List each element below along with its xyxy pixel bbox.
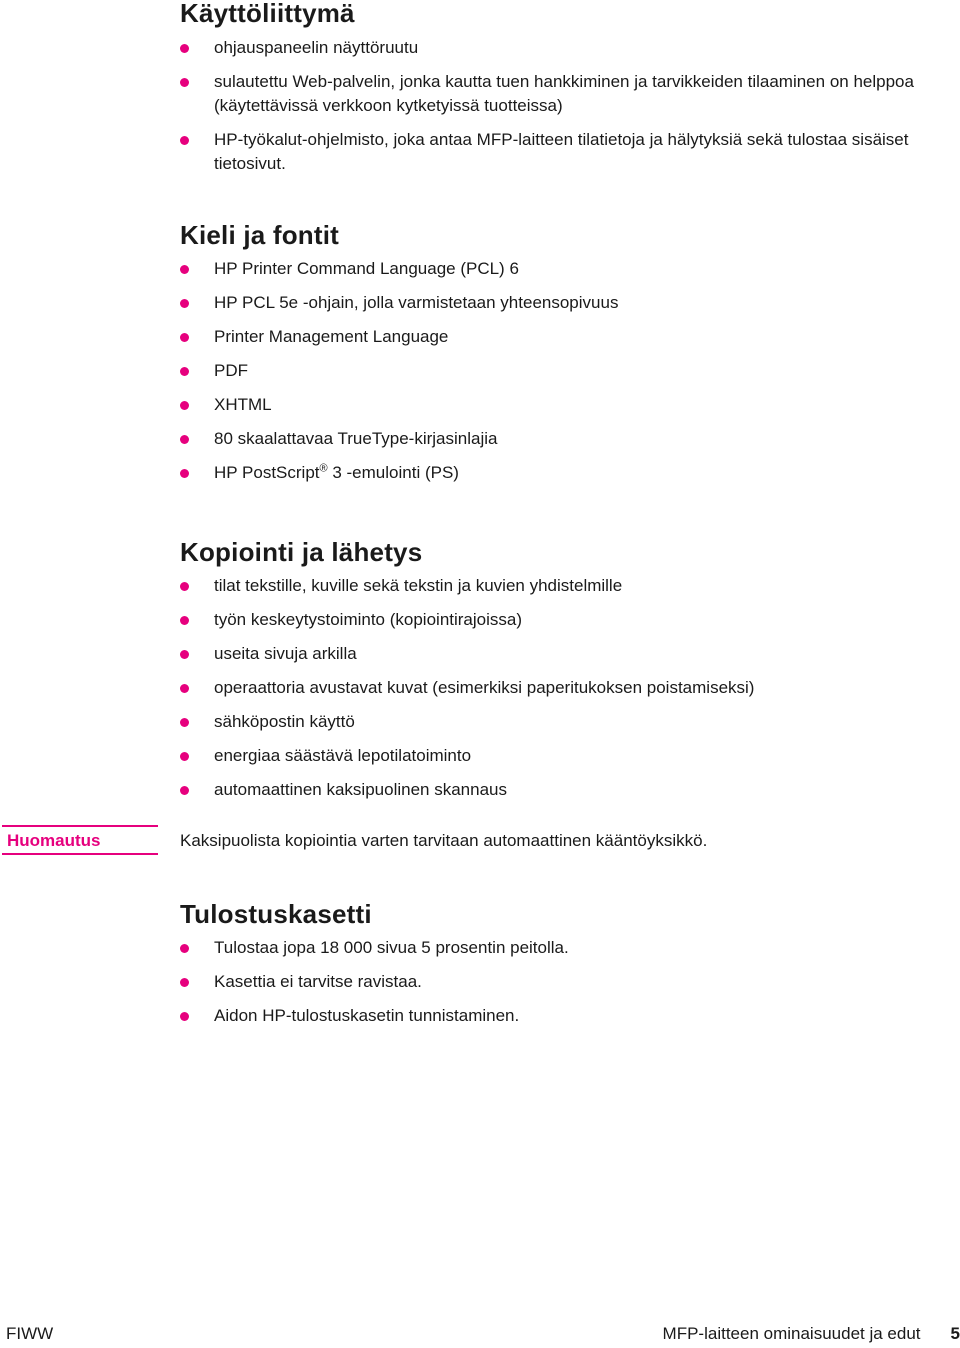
list-item: operaattoria avustavat kuvat (esimerkiksi paperitukoksen poistamiseksi) <box>180 676 940 700</box>
list-item: Printer Management Language <box>180 325 940 349</box>
bullet-icon <box>180 367 189 376</box>
bullet-icon <box>180 616 189 625</box>
section-title: Kieli ja fontit <box>180 220 339 250</box>
note-label-box <box>2 825 158 855</box>
page-number: 5 <box>950 1324 960 1343</box>
section-title: Käyttöliittymä <box>180 0 355 28</box>
section-kopiointi-ja-lahetys <box>180 537 940 812</box>
bullet-icon <box>180 684 189 693</box>
list-item: sulautettu Web-palvelin, jonka kautta tuen hankkiminen ja tarvikkeiden tilaaminen on helppoa (käytettävissä verkkoon kytketyissä tuotteissa) <box>180 70 940 118</box>
bullet-list <box>180 257 940 485</box>
list-item: ohjauspaneelin näyttöruutu <box>180 36 940 60</box>
list-item: PDF <box>180 359 940 383</box>
list-item: 80 skaalattavaa TrueType-kirjasinlajia <box>180 427 940 451</box>
list-item: automaattinen kaksipuolinen skannaus <box>180 778 940 802</box>
bullet-icon <box>180 650 189 659</box>
bullet-icon <box>180 582 189 591</box>
note-text: Kaksipuolista kopiointia varten tarvitaan automaattinen kääntöyksikkö. <box>180 831 708 850</box>
list-item: Kasettia ei tarvitse ravistaa. <box>180 970 940 994</box>
list-item: HP-työkalut-ohjelmisto, joka antaa MFP-laitteen tilatietoja ja hälytyksiä sekä tulostaa sisäiset tietosivut. <box>180 128 940 176</box>
bullet-icon <box>180 401 189 410</box>
footer-left: FIWW <box>6 1324 54 1343</box>
bullet-icon <box>180 752 189 761</box>
section-title: Kopiointi ja lähetys <box>180 537 423 567</box>
bullet-icon <box>180 1012 189 1021</box>
note-label: Huomautus <box>7 831 101 850</box>
bullet-icon <box>180 136 189 145</box>
list-item: energiaa säästävä lepotilatoiminto <box>180 744 940 768</box>
bullet-list <box>180 936 940 1028</box>
page-footer <box>0 1322 960 1346</box>
footer-right <box>663 1324 960 1344</box>
section-kayttoliittyma <box>180 0 940 186</box>
bullet-icon <box>180 333 189 342</box>
bullet-icon <box>180 978 189 987</box>
list-item: HP PCL 5e -ohjain, jolla varmistetaan yhteensopivuus <box>180 291 940 315</box>
list-item: HP Printer Command Language (PCL) 6 <box>180 257 940 281</box>
registered-mark: ® <box>319 462 328 475</box>
footer-title: MFP-laitteen ominaisuudet ja edut <box>662 1324 921 1343</box>
bullet-icon <box>180 265 189 274</box>
bullet-icon <box>180 786 189 795</box>
list-item: tilat tekstille, kuville sekä tekstin ja kuvien yhdistelmille <box>180 574 940 598</box>
bullet-list <box>180 36 940 176</box>
list-item: työn keskeytystoiminto (kopiointirajoissa) <box>180 608 940 632</box>
bullet-icon <box>180 469 189 478</box>
list-item: Tulostaa jopa 18 000 sivua 5 prosentin peitolla. <box>180 936 940 960</box>
section-kieli-ja-fontit <box>180 220 940 495</box>
list-item: sähköpostin käyttö <box>180 710 940 734</box>
list-item: Aidon HP-tulostuskasetin tunnistaminen. <box>180 1004 940 1028</box>
list-item: XHTML <box>180 393 940 417</box>
list-item-postscript: HP PostScript® 3 -emulointi (PS) <box>180 461 940 485</box>
bullet-list <box>180 574 940 802</box>
bullet-icon <box>180 299 189 308</box>
bullet-icon <box>180 944 189 953</box>
section-tulostuskasetti <box>180 899 940 1038</box>
bullet-icon <box>180 718 189 727</box>
list-item: useita sivuja arkilla <box>180 642 940 666</box>
bullet-icon <box>180 44 189 53</box>
bullet-icon <box>180 78 189 87</box>
bullet-icon <box>180 435 189 444</box>
section-title: Tulostuskasetti <box>180 899 372 929</box>
